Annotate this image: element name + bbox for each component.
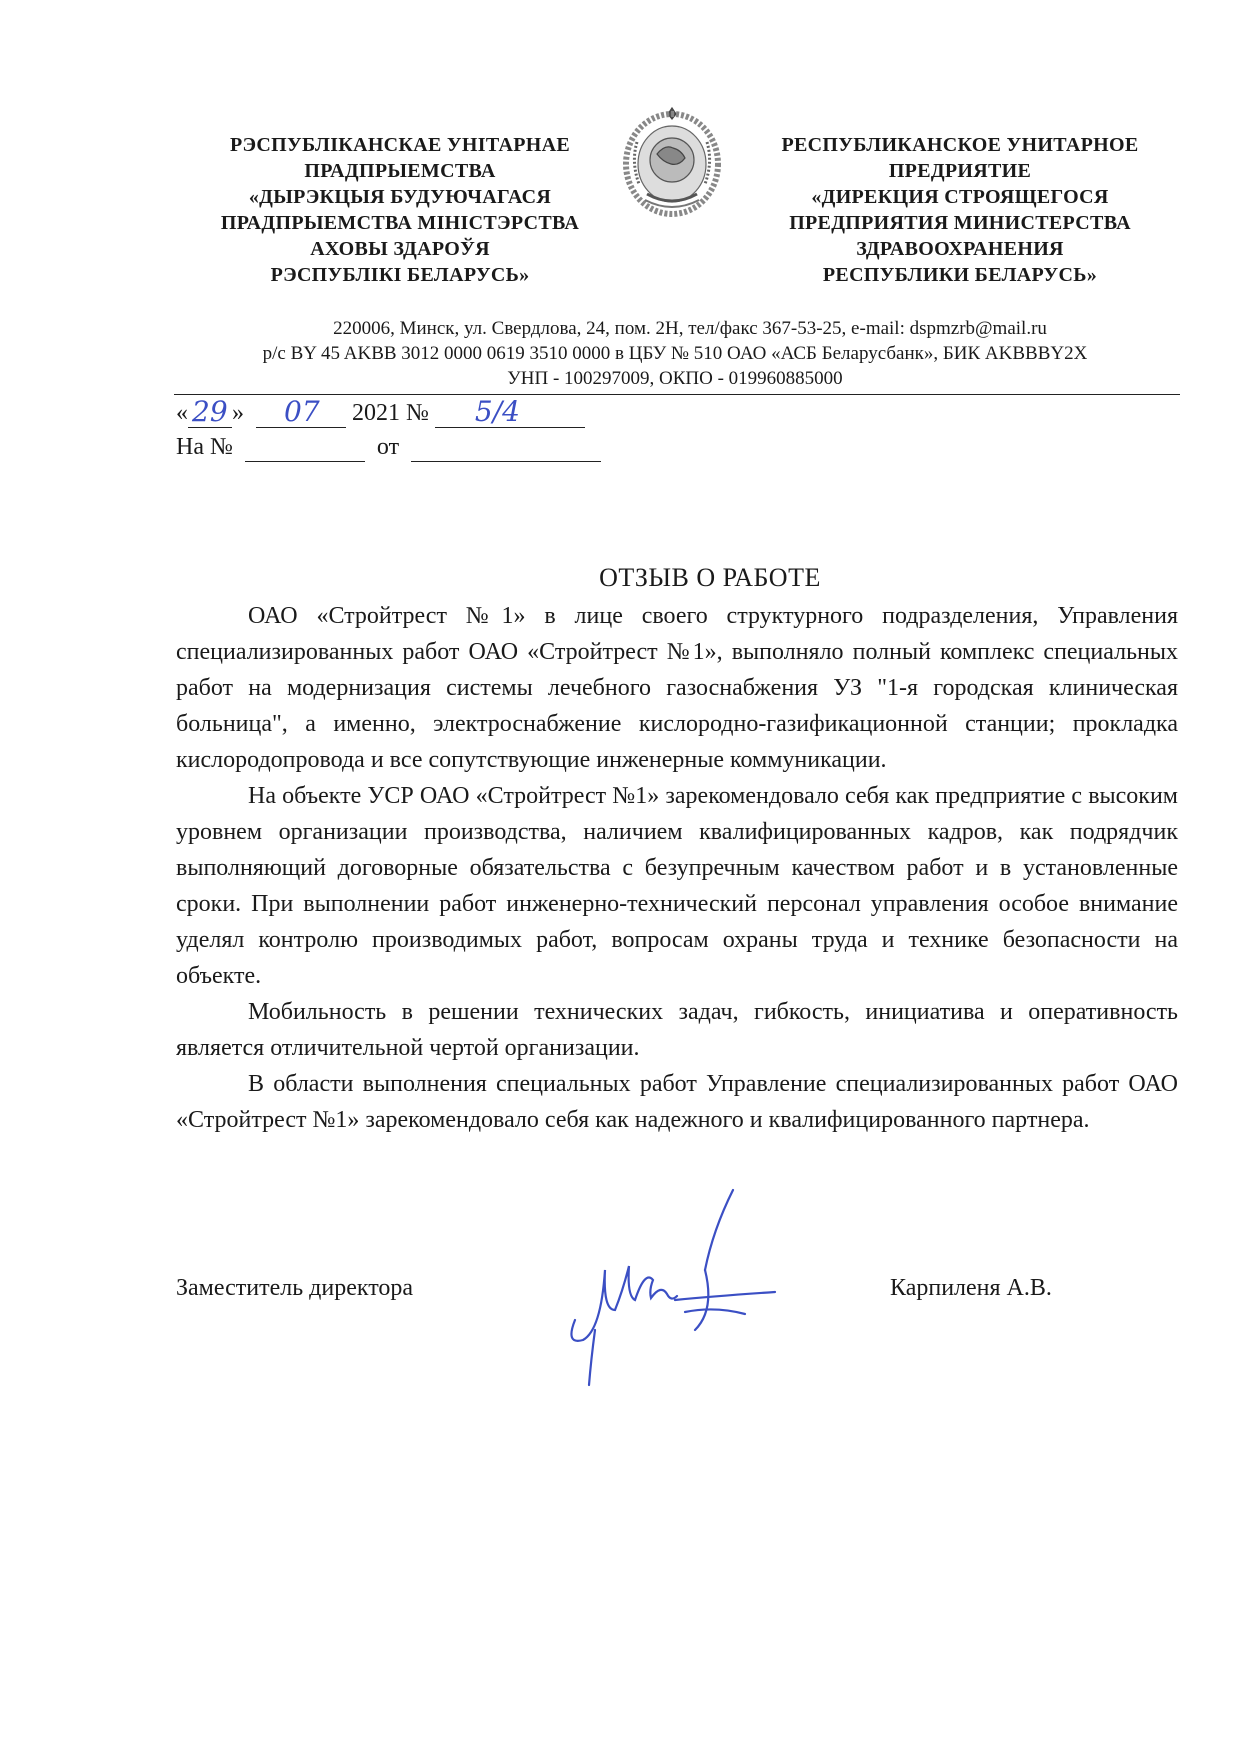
header-line: АХОВЫ ЗДАРОЎЯ bbox=[310, 238, 490, 260]
header-divider bbox=[174, 394, 1180, 395]
handwritten-signature bbox=[555, 1180, 795, 1390]
header-line: ПРЕДПРИЯТИЯ МИНИСТЕРСТВА bbox=[789, 212, 1131, 234]
from-label: от bbox=[376, 434, 400, 460]
number-value: 5/4 bbox=[474, 395, 520, 428]
header-line: «ДИРЕКЦИЯ СТРОЯЩЕГОСЯ bbox=[811, 186, 1109, 208]
day-field bbox=[188, 395, 232, 428]
header-line: ЗДРАВООХРАНЕНИЯ bbox=[856, 238, 1064, 260]
day-value: 29 bbox=[192, 395, 228, 428]
signer-name: Карпиленя А.В. bbox=[890, 1275, 1052, 1301]
incoming-reference bbox=[176, 432, 601, 462]
belarus-coat-of-arms-icon bbox=[617, 102, 727, 220]
bank-line: р/с BY 45 AKBB 3012 0000 0619 3510 0000 в ЦБУ № 510 ОАО «АСБ Беларусбанк», БИК AKBBBY2X bbox=[262, 343, 1088, 364]
close-quote: » bbox=[232, 400, 244, 426]
header-line: РЭСПУБЛІКАНСКАЕ УНІТАРНАЕ bbox=[230, 134, 570, 156]
header-line: ПРАДПРЫЕМСТВА bbox=[304, 160, 496, 182]
header-line: РЕСПУБЛИКИ БЕЛАРУСЬ» bbox=[822, 264, 1098, 286]
number-field bbox=[435, 395, 585, 428]
signer-position: Заместитель директора bbox=[176, 1275, 414, 1301]
paragraph: Мобильность в решении технических задач, гибкость, инициатива и оперативность является отличительной чертой организации. bbox=[176, 999, 1178, 1061]
header-russian bbox=[740, 132, 1180, 288]
header-belarusian bbox=[180, 132, 620, 288]
in-reply-number-field bbox=[245, 435, 365, 462]
header-line: ПРАДПРЫЕМСТВА МІНІСТЭРСТВА bbox=[220, 212, 580, 234]
address-line: 220006, Минск, ул. Свердлова, 24, пом. 2Н, тел/факс 367-53-25, e-mail: dspmzrb@mail.ru bbox=[333, 318, 1047, 339]
document-title: ОТЗЫВ О РАБОТЕ bbox=[599, 563, 821, 592]
header-line: ПРЕДРИЯТИЕ bbox=[888, 160, 1032, 182]
year-label: 2021 № bbox=[352, 400, 429, 426]
paragraph: В области выполнения специальных работ Управление специализированных работ ОАО «Стройтрест №1» зарекомендовало себя как надежного и квалифицированного партнера. bbox=[176, 1071, 1178, 1133]
open-quote: « bbox=[176, 400, 188, 426]
month-field bbox=[256, 395, 346, 428]
ids-line: УНП - 100297009, ОКПО - 019960885000 bbox=[507, 368, 843, 389]
header-line: «ДЫРЭКЦЫЯ БУДУЮЧАГАСЯ bbox=[248, 186, 552, 208]
document-body bbox=[176, 598, 1178, 1138]
month-value: 07 bbox=[284, 395, 320, 428]
paragraph: ОАО «Стройтрест №1» в лице своего структурного подразделения, Управления специализированных работ ОАО «Стройтрест №1», выполняло полный комплекс специальных работ на модернизация системы лечебного газоснабжения УЗ "1-я городская клиническая больница", а именно, электроснабжение кислородно-газификационной станции; прокладка кислородопровода и все сопутствующие инженерные коммуникации. bbox=[176, 603, 1178, 773]
outgoing-reference bbox=[176, 395, 585, 428]
header-line: РЕСПУБЛИКАНСКОЕ УНИТАРНОЕ bbox=[781, 134, 1139, 156]
from-date-field bbox=[411, 435, 601, 462]
header-line: РЭСПУБЛІКІ БЕЛАРУСЬ» bbox=[270, 264, 530, 286]
paragraph: На объекте УСР ОАО «Стройтрест №1» зарекомендовало себя как предприятие с высоким уровнем организации производства, наличием квалифицированных кадров, как подрядчик выполняющий договорные обязательства с безупречным качеством работ и в установленные сроки. При выполнении работ инженерно-технический персонал управления особое внимание уделял контролю производимых работ, вопросам охраны труда и технике безопасности на объекте. bbox=[176, 783, 1178, 989]
in-reply-label: На № bbox=[176, 434, 233, 460]
